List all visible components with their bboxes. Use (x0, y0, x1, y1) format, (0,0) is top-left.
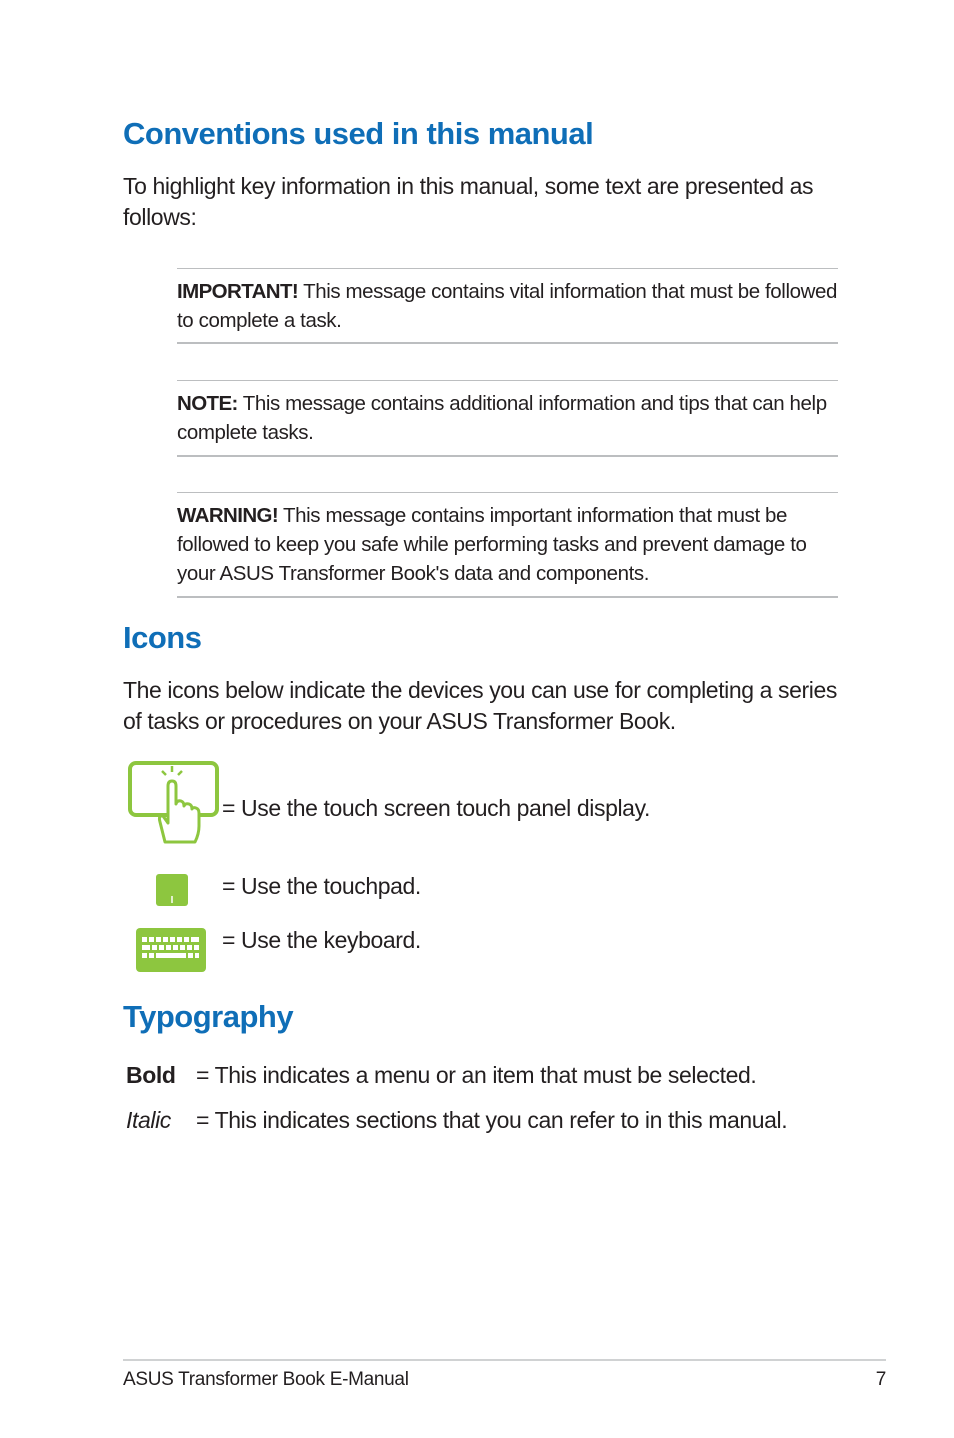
typography-desc-bold: = This indicates a menu or an item that must be selected. (196, 1062, 757, 1088)
icon-row-touch (123, 760, 743, 846)
keyboard-icon (135, 927, 207, 978)
conventions-heading: Conventions used in this manual (123, 116, 594, 151)
note-text: NOTE: This message contains additional information and tips that can help complete tasks. (177, 392, 827, 444)
typography-term-italic: Italic (126, 1107, 171, 1133)
note-label: NOTE: (177, 392, 238, 415)
typography-desc-italic: = This indicates sections that you can refer to in this manual. (196, 1107, 788, 1133)
note-callout (177, 380, 838, 457)
warning-text: WARNING! This message contains important information that must be followed to keep you safe while performing tasks and prevent damage to your ASUS Transformer Book's data and components. (177, 504, 807, 585)
touch-screen-desc: = Use the touch screen touch panel display. (222, 795, 650, 821)
icons-intro: The icons below indicate the devices you can use for completing a series of tasks or procedures on your ASUS Transformer Book. (123, 677, 837, 734)
typography-term-bold: Bold (126, 1062, 176, 1088)
footer-title: ASUS Transformer Book E-Manual (123, 1369, 409, 1390)
conventions-intro: To highlight key information in this manual, some text are presented as follows: (123, 173, 814, 230)
important-label: IMPORTANT! (177, 280, 299, 303)
keyboard-desc: = Use the keyboard. (222, 927, 421, 953)
touchpad-icon (155, 873, 189, 912)
touchpad-desc: = Use the touchpad. (222, 873, 421, 899)
icon-row-touchpad (123, 870, 743, 930)
icon-row-keyboard (123, 925, 743, 975)
touch-screen-icon (127, 760, 221, 851)
important-callout (177, 268, 838, 344)
footer-divider (123, 1359, 886, 1361)
important-text: IMPORTANT! This message contains vital information that must be followed to complete a task. (177, 280, 838, 332)
page-number: 7 (875, 1369, 886, 1390)
typography-heading: Typography (123, 999, 294, 1034)
warning-callout (177, 492, 838, 598)
warning-label: WARNING! (177, 504, 279, 527)
icons-heading: Icons (123, 620, 202, 655)
